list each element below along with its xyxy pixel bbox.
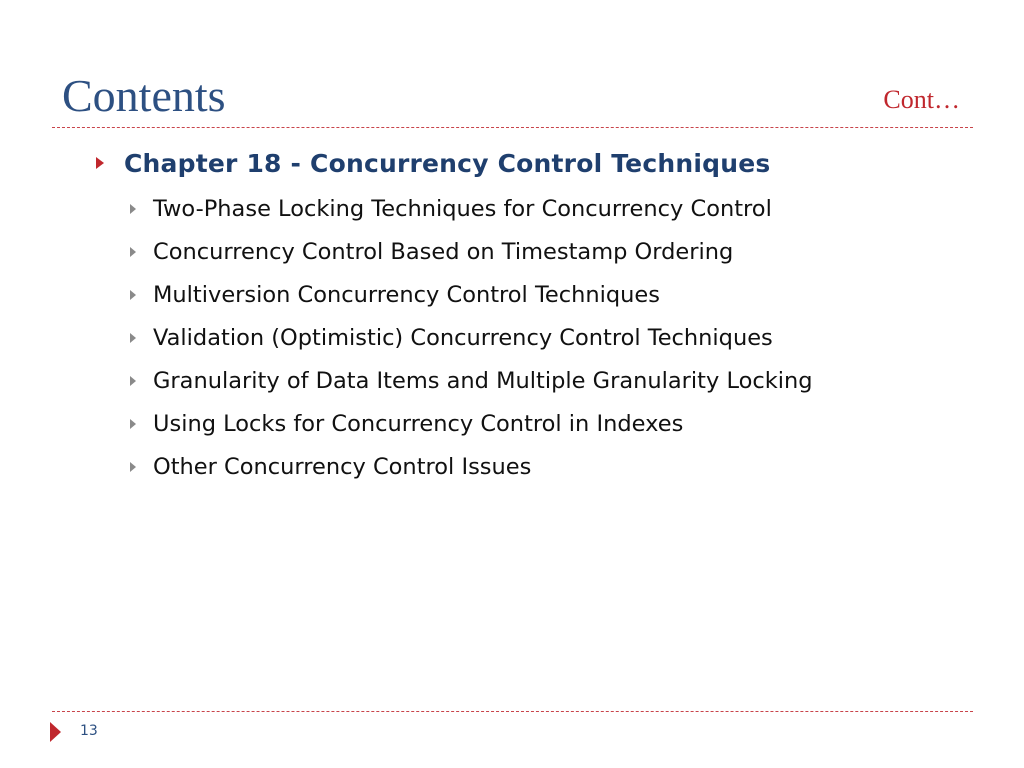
sub-bullet-arrow-icon: [130, 333, 136, 343]
section-item: [96, 230, 976, 273]
section-item: [96, 359, 976, 402]
slide-subtitle: Cont…: [883, 85, 960, 114]
section-item-label: Two-Phase Locking Techniques for Concurrency Control: [153, 195, 772, 222]
bullet-arrow-icon: [96, 157, 104, 169]
section-item: [96, 402, 976, 445]
content-list: [96, 143, 976, 488]
slide-title: Contents: [62, 70, 226, 121]
sub-bullet-arrow-icon: [130, 247, 136, 257]
section-item-label: Granularity of Data Items and Multiple Granularity Locking: [153, 367, 813, 394]
sub-bullet-arrow-icon: [130, 290, 136, 300]
section-item: [96, 273, 976, 316]
section-item: [96, 187, 976, 230]
section-item-label: Multiversion Concurrency Control Techniques: [153, 281, 660, 308]
section-item-label: Other Concurrency Control Issues: [153, 453, 532, 480]
sub-bullet-arrow-icon: [130, 419, 136, 429]
section-list: [96, 187, 976, 488]
chapter-item: [96, 143, 976, 183]
footer-triangle-icon: [50, 722, 61, 742]
chapter-heading: Chapter 18 - Concurrency Control Techniques: [124, 148, 771, 178]
sub-bullet-arrow-icon: [130, 462, 136, 472]
section-item-label: Using Locks for Concurrency Control in Indexes: [153, 410, 684, 437]
sub-bullet-arrow-icon: [130, 376, 136, 386]
bottom-divider: [52, 711, 973, 712]
section-item: [96, 445, 976, 488]
section-item-label: Concurrency Control Based on Timestamp Ordering: [153, 238, 734, 265]
page-number: 13: [80, 723, 98, 739]
sub-bullet-arrow-icon: [130, 204, 136, 214]
top-divider: [52, 127, 973, 128]
section-item-label: Validation (Optimistic) Concurrency Control Techniques: [153, 324, 773, 351]
section-item: [96, 316, 976, 359]
